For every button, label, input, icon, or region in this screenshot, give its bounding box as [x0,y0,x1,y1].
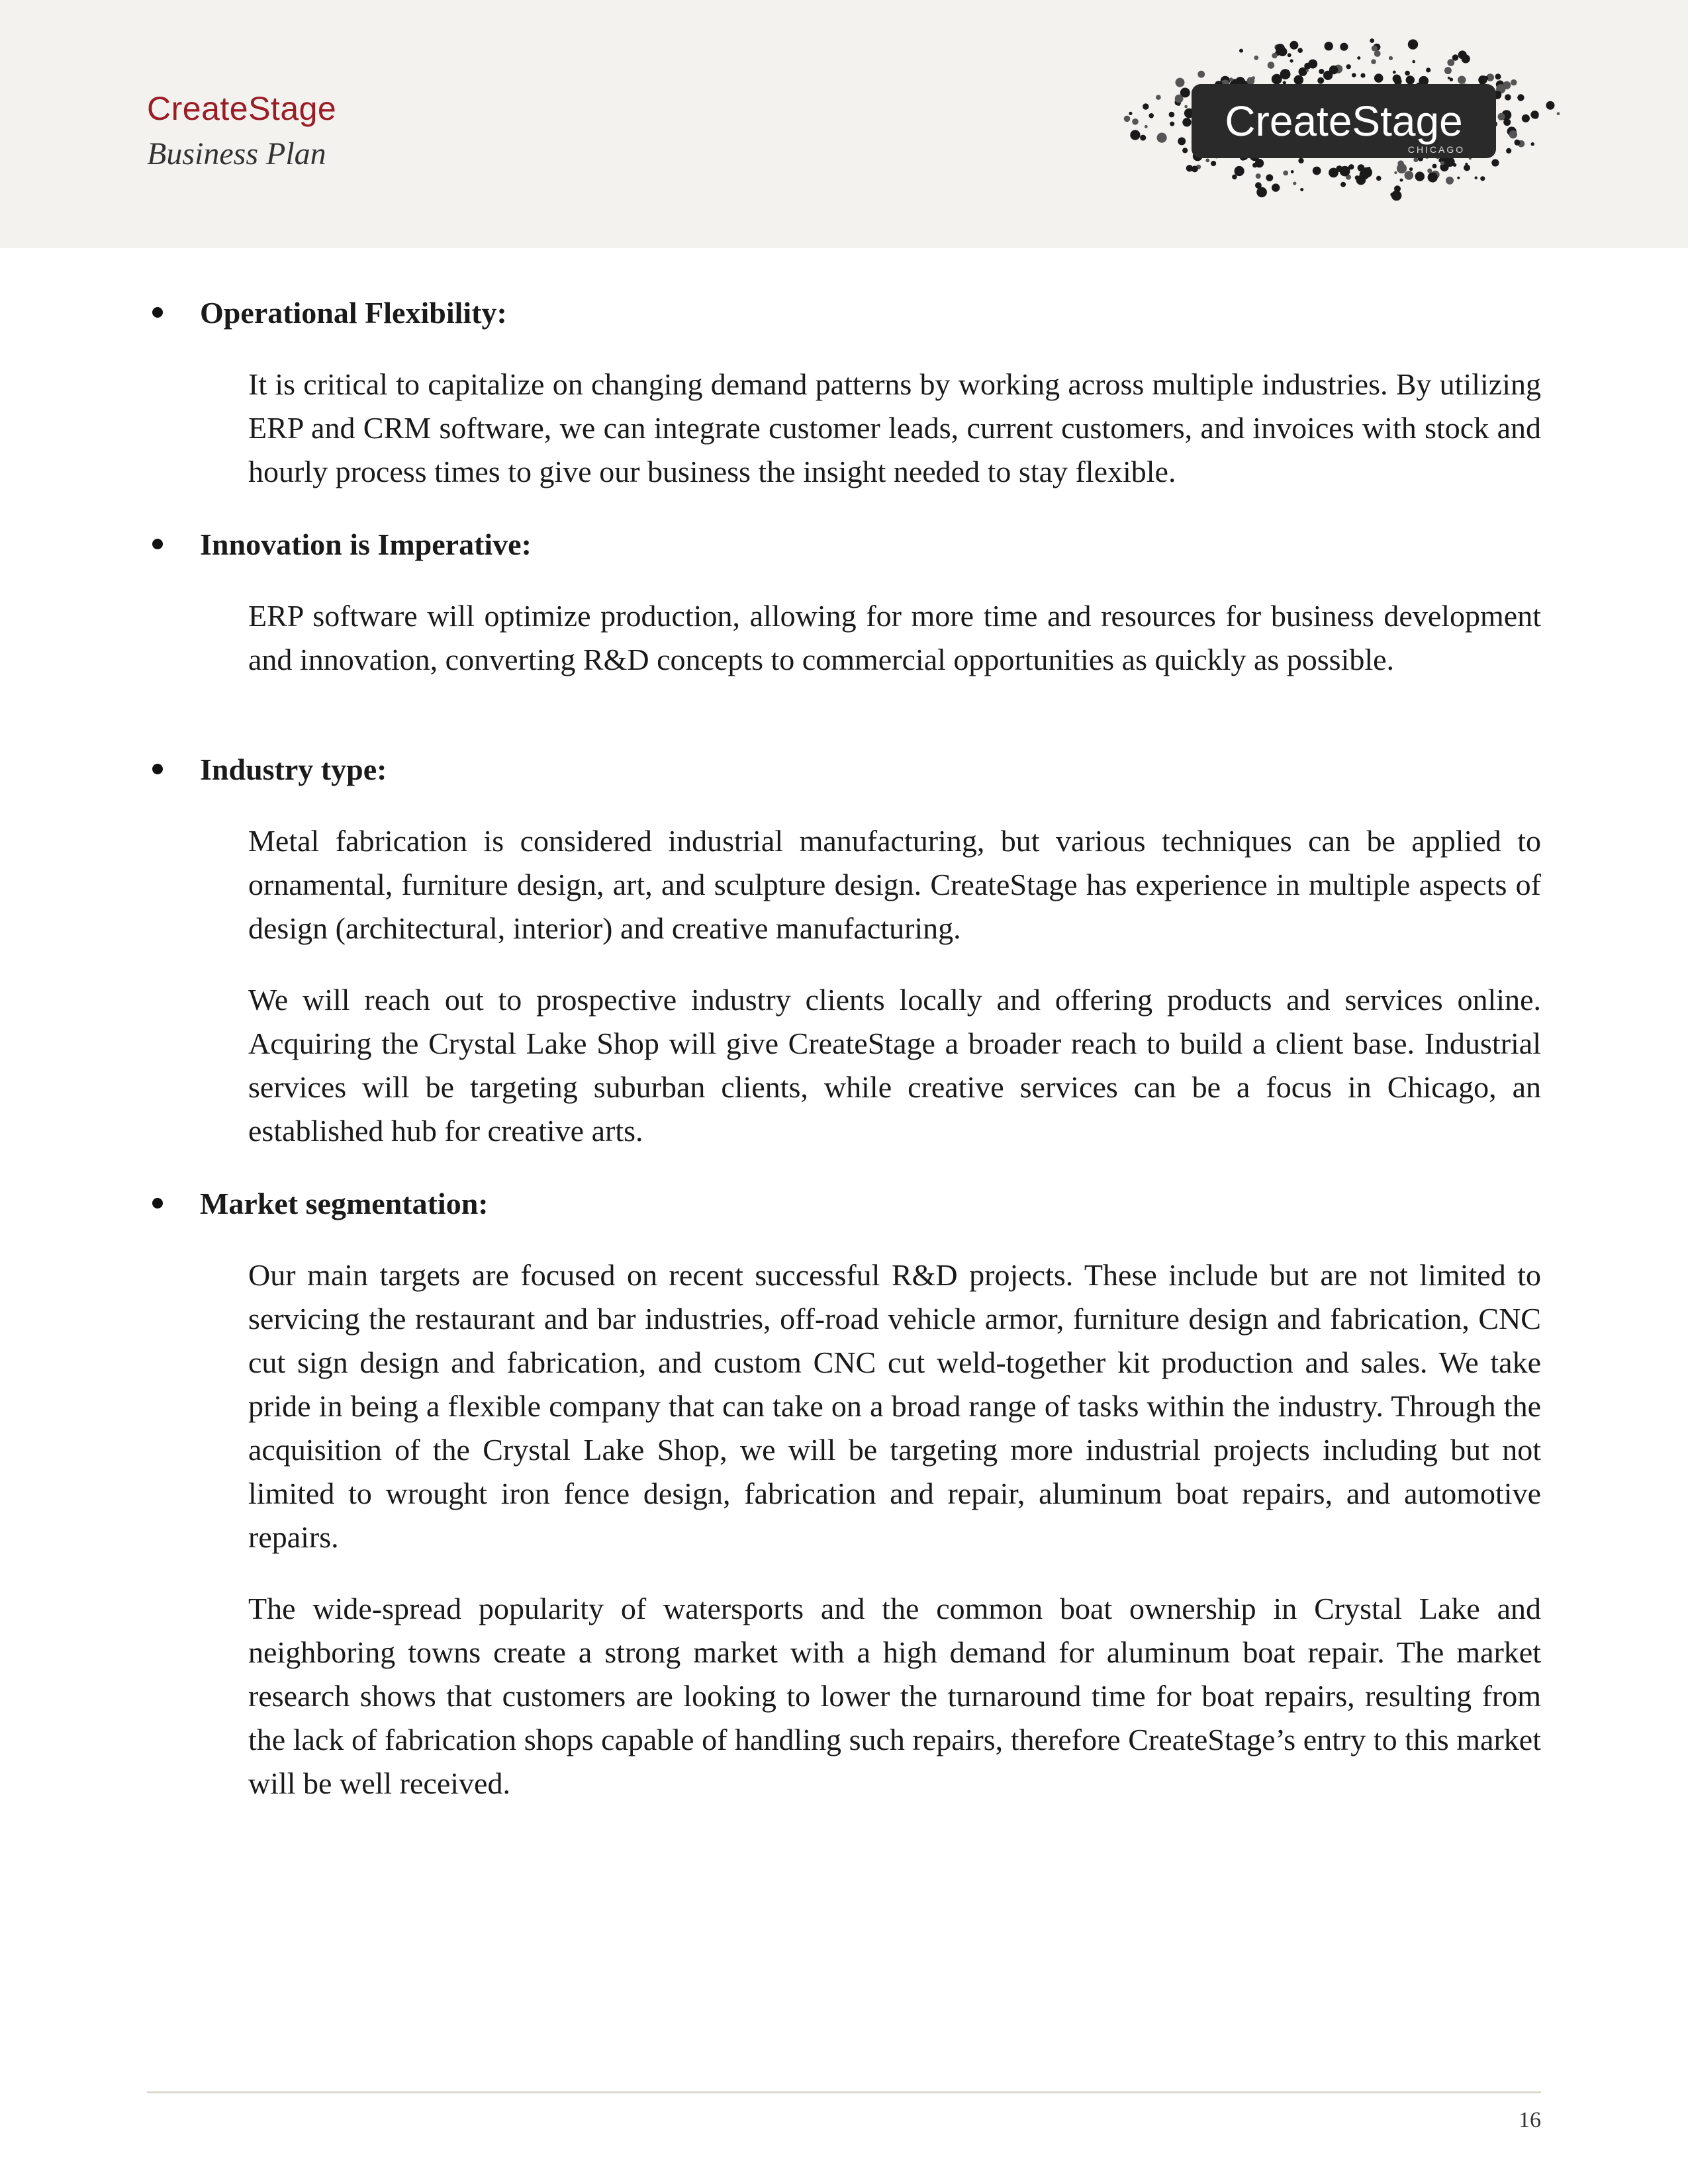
logo-spike [1184,105,1188,109]
logo-spike [1376,176,1382,181]
logo-spike [1169,112,1175,118]
logo-spike [1457,177,1460,179]
logo-spike [1300,188,1303,191]
logo-spike [1235,166,1244,176]
logo-spike [1129,112,1132,115]
logo-spike [1252,163,1257,167]
logo-spike [1400,179,1403,182]
logo-spike [1546,101,1555,110]
logo-spike [1306,69,1309,72]
logo-spike [1394,171,1397,174]
paragraph: It is critical to capitalize on changing demand patterns by working across multiple industries. By utilizing ERP and CRM software, we can integrate customer leads, current customers, and invoices with stock and hourly process times to give our business the insight needed to stay flexible. [248,367,1541,488]
logo-spike [1446,177,1454,185]
logo-spike [1132,118,1139,125]
logo-spike [1145,125,1148,128]
logo-spike [1290,59,1293,62]
logo-spike [1447,59,1454,66]
logo-spike [1357,56,1360,60]
logo-spike [1329,168,1338,178]
logo-spike [1340,166,1350,177]
logo-spike [1340,182,1346,187]
logo-spike [1211,161,1216,166]
logo-spike [1323,71,1333,80]
logo-city: CHICAGO [1407,144,1466,155]
logo-spike [1272,53,1277,58]
logo-spike [1288,53,1291,57]
logo-spike [1517,94,1524,101]
logo-spike [1232,175,1237,180]
logo-spike [1483,76,1488,81]
document-subtitle: Business Plan [147,136,326,171]
page-number: 16 [1519,2108,1541,2132]
bullet-icon [152,539,163,549]
paragraph: Our main targets are focused on recent successful R&D projects. These include but are not limited to servicing the restaurant and bar industries, off-road vehicle armor, furniture design and fabrication, CNC cut sign design and fabrication, and custom CNC cut weld-together kit production and sales. We take pride in being a flexible company that can take on a broad range of tasks within the industry. Through the acquisition of the Crystal Lake Shop, we will be targeting more industrial projects including but not limited to wrought iron fence design, fabrication and repair, aluminum boat repairs, and automotive repairs. [248,1258,1541,1554]
logo-spike [1397,163,1407,173]
logo-spike [1346,64,1351,69]
logo-spike [1412,60,1415,64]
logo-spike [1458,76,1466,84]
logo-spike [1406,75,1415,84]
logo-spike [1197,71,1205,78]
logo-spike [1440,161,1444,165]
logo-spike [1124,116,1131,122]
logo-spike [1186,165,1193,171]
logo-spike [1130,130,1140,140]
logo-spike [1389,56,1393,60]
logo-spike [1299,68,1307,76]
logo-spike [1446,69,1450,73]
logo-spike [1498,113,1505,120]
logo-spike [1280,69,1291,79]
section-operational-flexibility [147,291,1541,494]
logo-wordmark: CreateStage [1225,97,1463,145]
main-content [147,291,1541,1805]
logo-spike [1464,165,1470,171]
logo-spike [1371,59,1376,64]
logo-spike [1317,77,1324,84]
bullet-icon [152,1198,163,1208]
logo-spike [1205,158,1209,162]
logo-spike [1362,167,1372,178]
logo-spike [1531,142,1534,146]
logo-spike [1394,185,1401,192]
logo-spike [1325,42,1333,50]
logo-spike [1352,73,1356,77]
logo-spike [1530,111,1538,118]
logo-spike [1276,44,1285,53]
logo-spike [1374,50,1381,57]
section-heading: Innovation is Imperative: [147,523,1541,567]
bullet-icon [152,764,163,774]
logo-spike [1506,148,1511,154]
logo-spike [1170,122,1174,126]
logo-spike [1140,135,1146,141]
logo-spike [1229,77,1233,81]
paragraph: ERP software will optimize production, allowing for more time and resources for business development and innovation, converting R&D concepts to commercial opportunities as quickly as possible. [248,599,1541,676]
logo-spike [1370,38,1374,43]
logo-spike [1432,164,1437,169]
logo-spike [1405,71,1410,76]
logo-spike [1176,78,1185,87]
brand-name: CreateStage [147,90,337,127]
logo-spike [1557,112,1560,115]
footer-divider [147,2091,1541,2093]
logo-spike [1390,193,1394,197]
logo-spike [1268,62,1275,69]
paragraph: We will reach out to prospective industry clients locally and offering products and services online. Acquiring the Crystal Lake Shop will give CreateStage a broader reach to build a client base. Industrial services will be targeting suburban clients, while creative services can be a focus in Chicago, an established hub for creative arts. [248,983,1541,1148]
logo-spike [1515,140,1521,146]
logo-spike [1296,77,1301,82]
logo-spike [1298,158,1303,163]
createstage-logo [1112,36,1562,202]
section-innovation [147,523,1541,682]
logo-spike [1239,49,1243,53]
logo-spike [1178,137,1186,145]
logo-spike [1256,173,1261,179]
logo-spike [1272,183,1280,191]
logo-spike [1405,171,1414,180]
logo-spike [1266,174,1273,181]
logo-spike [1255,182,1262,189]
logo-spike [1415,171,1425,181]
paragraph: Metal fabrication is considered industrial manufacturing, but various techniques can be applied to ornamental, furniture design, art, and sculpture design. CreateStage has experience in multiple aspects of design (architectural, interior) and creative manufacturing. [248,824,1541,945]
section-heading: Industry type: [147,748,1541,792]
logo-spike [1427,169,1432,173]
logo-spike [1283,81,1286,84]
logo-spike [1475,177,1477,179]
logo-spike [1374,73,1383,83]
logo-spike [1491,159,1499,166]
logo-spike [1340,43,1348,51]
logo-spike [1157,133,1167,143]
logo-spike [1319,69,1324,74]
logo-spike [1462,54,1470,63]
logo-spike [1289,41,1298,50]
logo-spike [1480,176,1485,181]
logo-spike [1348,164,1354,169]
logo-spike [1182,148,1188,153]
logo-spike [1509,130,1517,138]
logo-spike [1409,167,1413,171]
logo-spike [1143,103,1149,109]
section-heading: Market segmentation: [147,1182,1541,1226]
logo-spike [1426,68,1430,72]
logo-spike [1393,71,1396,74]
logo-spike [1372,46,1378,52]
logo-spike [1503,118,1511,126]
logo-spike [1182,118,1191,126]
logo-spike [1247,77,1255,85]
logo-spike [1408,39,1418,49]
logo-spike [1505,94,1511,101]
logo-spike [1333,69,1337,73]
logo-spike [1293,182,1296,185]
logo-spike [1495,73,1501,79]
bullet-icon [152,307,163,318]
logo-spike [1254,56,1258,60]
logo-spike [1149,113,1154,118]
logo-spike [1448,77,1450,79]
logo-spike [1503,81,1511,89]
logo-spike [1297,48,1303,53]
section-market-segmentation [147,1182,1541,1805]
logo-spike [1283,171,1288,176]
logo-spike [1175,95,1184,103]
logo-spike [1428,172,1438,182]
logo-spike [1313,167,1321,175]
page-header [0,0,1688,248]
section-industry-type [147,748,1541,1153]
section-heading: Operational Flexibility: [147,291,1541,335]
logo-spike [1291,170,1294,173]
logo-spike [1522,114,1530,122]
paragraph: The wide-spread popularity of watersports and the common boat ownership in Crystal Lake and neighboring towns create a strong market with a high demand for aluminum boat repair. The market research shows that customers are looking to lower the turnaround time for boat repairs, resulting from the lack of fabrication shops capable of handling such repairs, therefore CreateStage’s entry to this market will be well received. [248,1592,1541,1800]
logo-spike [1511,79,1517,85]
logo-spike [1156,95,1161,100]
logo-spike [1360,73,1365,77]
